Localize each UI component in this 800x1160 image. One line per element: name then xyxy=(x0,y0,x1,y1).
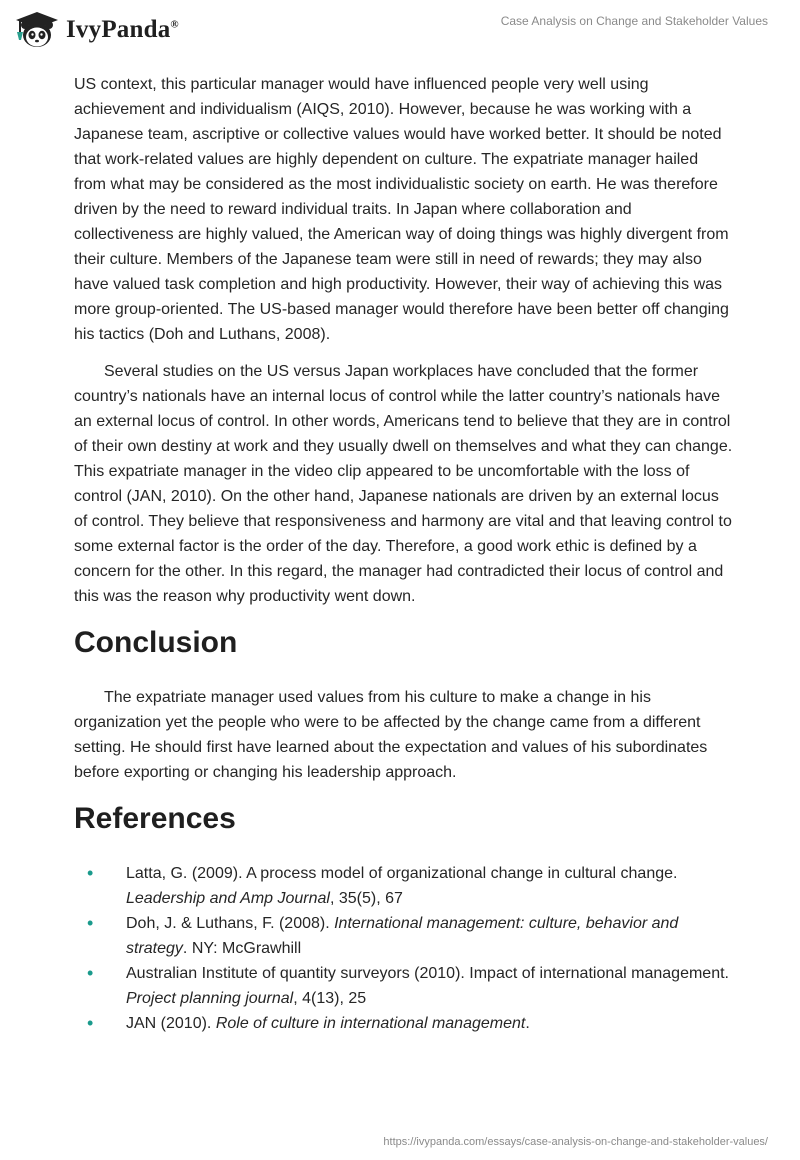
bullet-icon: • xyxy=(87,963,94,983)
conclusion-paragraph: The expatriate manager used values from his culture to make a change in his organization yet the people who were to be affected by the change came from a different setting. He should first have learned about the expectation and values of his subordinates before exporting or changing his leadership approach. xyxy=(74,689,708,781)
bullet-icon: • xyxy=(87,1013,94,1033)
essay-content xyxy=(74,72,734,1036)
brand-name: IvyPanda® xyxy=(66,16,179,43)
paragraph-2: Several studies on the US versus Japan workplaces have concluded that the former country’s nationals have an internal locus of control while the latter country’s nationals have an external locus of control. In other words, Americans tend to believe that they are in control of their own destiny at work and they usually dwell on themselves and what they can change. This expatriate manager in the video clip appeared to be uncomfortable with the loss of control (JAN, 2010). On the other hand, Japanese nationals are driven by an external locus of control. They believe that responsiveness and harmony are vital and that leaving control to some external factor is the order of the day. Therefore, a good work ethic is defined by a concern for the other. In this regard, the manager had contradicted their locus of control and this was the reason why productivity went down. xyxy=(74,363,733,605)
bullet-icon: • xyxy=(87,863,94,883)
document-title: Case Analysis on Change and Stakeholder Values xyxy=(500,14,768,28)
bullet-icon: • xyxy=(87,913,94,933)
references-heading: References xyxy=(74,802,236,835)
source-url[interactable]: https://ivypanda.com/essays/case-analysis-on-change-and-stakeholder-values/ xyxy=(383,1136,768,1148)
paragraph-1: US context, this particular manager would have influenced people very well using achievement and individualism (AIQS, 2010). However, because he was working with a Japanese team, ascriptive or collective values would have worked better. It should be noted that work-related values are highly dependent on culture. The expatriate manager hailed from what may be considered as the most individualistic society on earth. He was therefore driven by the need to reward individual traits. In Japan where collaboration and collectiveness are highly valued, the American way of doing things was highly divergent from their culture. Members of the Japanese team were still in need of rewards; they may also have valued task completion and high productivity. However, their way of achieving this was more group-oriented. The US-based manager would therefore have been better off changing his tactics (Doh and Luthans, 2008). xyxy=(74,76,729,343)
reference-item: • Doh, J. & Luthans, F. (2008). International management: culture, behavior and strategy. NY: McGrawhill xyxy=(87,913,679,957)
page-header xyxy=(0,0,800,60)
ivypanda-logo[interactable] xyxy=(14,10,179,50)
reference-item: • JAN (2010). Role of culture in international management. xyxy=(74,1011,734,1036)
panda-graduate-icon xyxy=(14,10,60,50)
reference-item: • Latta, G. (2009). A process model of organizational change in cultural change. Leadership and Amp Journal, 35(5), 67 xyxy=(87,863,678,907)
references-list xyxy=(74,861,734,1036)
conclusion-heading: Conclusion xyxy=(74,626,238,659)
reference-item: • Australian Institute of quantity surveyors (2010). Impact of international management. Project planning journal, 4(13), 25 xyxy=(87,963,729,1007)
